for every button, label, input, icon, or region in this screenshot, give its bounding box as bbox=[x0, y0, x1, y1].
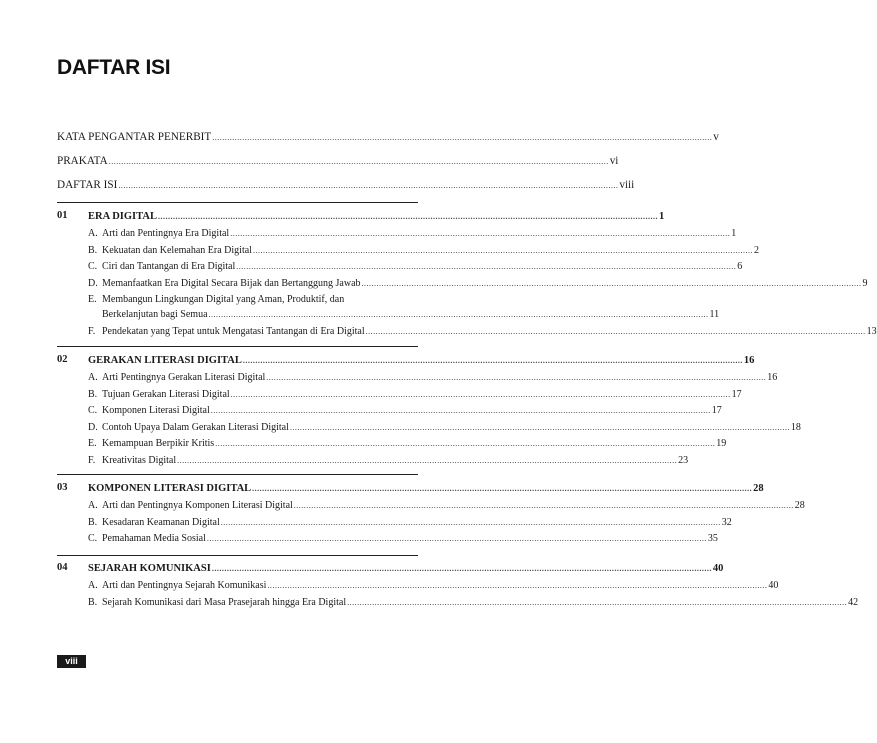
section-entry[interactable] bbox=[88, 454, 689, 467]
section-entry[interactable] bbox=[88, 532, 718, 545]
toc-entry-letter: A. bbox=[88, 228, 98, 239]
toc-entry-title: PRAKATA bbox=[57, 155, 108, 167]
section-entry[interactable] bbox=[88, 227, 737, 240]
page-title: DAFTAR ISI bbox=[57, 56, 171, 79]
toc-entry-title bbox=[88, 227, 229, 240]
toc-page-number: 35 bbox=[707, 533, 718, 544]
toc-entry-text: Kemampuan Berpikir Kritis bbox=[102, 438, 215, 449]
toc-page-number: viii bbox=[619, 179, 635, 191]
front-matter-entry[interactable] bbox=[57, 179, 635, 192]
toc-entry-title bbox=[88, 260, 235, 273]
toc-entry-title bbox=[88, 404, 210, 417]
toc-page-number: 42 bbox=[848, 596, 859, 608]
dot-leader: ........................................................................................................................................................................................................ bbox=[230, 389, 731, 399]
dot-leader: ........................................................................................................................................................................................................ bbox=[208, 310, 709, 319]
toc-page-number: 1 bbox=[658, 211, 665, 222]
toc-page-number: v bbox=[713, 131, 719, 143]
dot-leader: ........................................................................................................................................................................................................ bbox=[289, 422, 790, 432]
dot-leader: ........................................................................................................................................................................................................ bbox=[211, 564, 712, 573]
toc-entry-text: Kesadaran Keamanan Digital bbox=[102, 516, 220, 528]
section-entry[interactable] bbox=[88, 325, 877, 338]
toc-entry-text: Kekuatan dan Kelemahan Era Digital bbox=[102, 244, 252, 256]
dot-leader: ........................................................................................................................................................................................................ bbox=[267, 581, 768, 590]
toc-entry-letter: A. bbox=[88, 580, 98, 591]
toc-entry-title bbox=[88, 388, 230, 401]
toc-page-number: 28 bbox=[794, 500, 805, 511]
toc-entry-title bbox=[88, 325, 365, 338]
toc-entry-title: KATA PENGANTAR PENERBIT bbox=[57, 131, 212, 143]
section-divider bbox=[57, 474, 418, 475]
toc-entry-title bbox=[88, 454, 176, 467]
dot-leader: ........................................................................................................................................................................................................ bbox=[177, 455, 678, 465]
section-entry[interactable] bbox=[88, 499, 805, 512]
section-entry[interactable] bbox=[88, 516, 732, 529]
toc-entry-letter: D. bbox=[88, 277, 98, 289]
chapter-number: 04 bbox=[57, 562, 68, 573]
toc-entry-letter: D. bbox=[88, 421, 98, 433]
section-entry[interactable] bbox=[88, 371, 778, 384]
section-entry[interactable] bbox=[88, 421, 801, 434]
dot-leader: ........................................................................................................................................................................................................ bbox=[108, 157, 609, 166]
chapter-entry[interactable] bbox=[88, 354, 755, 367]
toc-entry-text: Ciri dan Tantangan di Era Digital bbox=[102, 261, 236, 272]
toc-entry-text: Sejarah Komunikasi dari Masa Prasejarah hingga Era Digital bbox=[102, 596, 347, 608]
section-entry[interactable] bbox=[88, 579, 779, 592]
toc-entry-title: GERAKAN LITERASI DIGITAL bbox=[88, 355, 242, 366]
toc-entry-title bbox=[88, 499, 293, 512]
dot-leader: ........................................................................................................................................................................................................ bbox=[252, 484, 753, 493]
toc-entry-title: KOMPONEN LITERASI DIGITAL bbox=[88, 483, 252, 494]
toc-page-number: 2 bbox=[753, 244, 759, 256]
front-matter-entry[interactable] bbox=[57, 155, 619, 168]
dot-leader: ........................................................................................................................................................................................................ bbox=[118, 181, 619, 190]
toc-page-number: 23 bbox=[678, 454, 689, 466]
section-entry[interactable] bbox=[88, 388, 742, 401]
section-entry[interactable] bbox=[88, 293, 418, 306]
toc-page-number: 19 bbox=[716, 438, 727, 449]
section-entry[interactable] bbox=[88, 260, 743, 273]
section-entry[interactable] bbox=[88, 277, 868, 290]
chapter-entry[interactable] bbox=[88, 210, 665, 223]
toc-entry-text: Arti dan Pentingnya Era Digital bbox=[102, 228, 230, 239]
section-divider bbox=[57, 346, 418, 347]
toc-entry-letter: F. bbox=[88, 326, 96, 337]
toc-entry-letter: C. bbox=[88, 261, 98, 272]
section-divider bbox=[57, 202, 418, 203]
dot-leader: ........................................................................................................................................................................................................ bbox=[212, 133, 713, 142]
toc-entry-letter: B. bbox=[88, 388, 98, 400]
section-entry[interactable] bbox=[88, 404, 722, 417]
toc-entry-letter: B. bbox=[88, 516, 98, 528]
chapter-number: 01 bbox=[57, 210, 68, 221]
dot-leader: ........................................................................................................................................................................................................ bbox=[236, 262, 737, 271]
toc-entry-title bbox=[88, 579, 266, 592]
toc-page-number: vi bbox=[609, 155, 619, 167]
toc-page-number: 17 bbox=[711, 405, 722, 416]
section-entry[interactable] bbox=[88, 244, 759, 257]
toc-entry-text: Pendekatan yang Tepat untuk Mengatasi Tantangan di Era Digital bbox=[102, 326, 365, 337]
toc-entry-letter: B. bbox=[88, 244, 98, 256]
dot-leader: ........................................................................................................................................................................................................ bbox=[293, 501, 794, 510]
chapter-entry[interactable] bbox=[88, 482, 764, 495]
toc-page-number: 28 bbox=[753, 483, 764, 494]
toc-entry-text: Membangun Lingkungan Digital yang Aman, Produktif, dan bbox=[102, 294, 345, 305]
toc-entry-letter: C. bbox=[88, 405, 98, 416]
toc-page-number: 32 bbox=[721, 516, 732, 528]
toc-page-number: 17 bbox=[731, 388, 742, 400]
dot-leader: ........................................................................................................................................................................................................ bbox=[215, 439, 716, 448]
toc-entry-title bbox=[88, 371, 265, 384]
toc-entry-title bbox=[88, 596, 346, 609]
toc-entry-letter: A. bbox=[88, 500, 98, 511]
toc-entry-text: Kreativitas Digital bbox=[102, 454, 177, 466]
toc-page-number: 11 bbox=[709, 309, 720, 320]
dot-leader: ........................................................................................................................................................................................................ bbox=[266, 373, 767, 382]
toc-entry-text: Tujuan Gerakan Literasi Digital bbox=[102, 388, 230, 400]
toc-entry-title bbox=[88, 437, 214, 450]
toc-page-number: 6 bbox=[737, 261, 743, 272]
toc-entry-text: Arti dan Pentingnya Komponen Literasi Digital bbox=[102, 500, 293, 511]
toc-entry-text: Contoh Upaya Dalam Gerakan Literasi Digital bbox=[102, 421, 289, 433]
toc-entry-text: Berkelanjutan bagi Semua bbox=[102, 309, 208, 320]
toc-page-number: 16 bbox=[743, 355, 755, 366]
toc-entry-letter: E. bbox=[88, 294, 97, 305]
dot-leader: ........................................................................................................................................................................................................ bbox=[230, 229, 731, 238]
chapter-number: 02 bbox=[57, 354, 68, 365]
chapter-entry[interactable] bbox=[88, 562, 724, 575]
toc-entry-text: Pemahaman Media Sosial bbox=[102, 533, 206, 544]
toc-entry-title: DAFTAR ISI bbox=[57, 179, 118, 191]
front-matter-entry[interactable] bbox=[57, 131, 719, 144]
section-divider bbox=[57, 555, 418, 556]
toc-entry-title bbox=[88, 516, 220, 529]
toc-page-number: 40 bbox=[768, 580, 779, 591]
toc-page-number: 1 bbox=[731, 228, 737, 239]
toc-entry-text: Arti dan Pentingnya Sejarah Komunikasi bbox=[102, 580, 267, 591]
page-number-badge: viii bbox=[57, 655, 86, 668]
dot-leader: ........................................................................................................................................................................................................ bbox=[210, 406, 711, 415]
dot-leader: ........................................................................................................................................................................................................ bbox=[365, 327, 866, 336]
toc-page-number: 40 bbox=[712, 563, 724, 574]
toc-entry-title bbox=[88, 421, 289, 434]
toc-entry-text: Memanfaatkan Era Digital Secara Bijak dan Bertanggung Jawab bbox=[102, 277, 361, 289]
section-entry[interactable] bbox=[88, 437, 727, 450]
toc-entry-letter: F. bbox=[88, 454, 96, 466]
toc-entry-title bbox=[88, 293, 344, 306]
toc-entry-title bbox=[88, 532, 206, 545]
toc-entry-title bbox=[88, 244, 252, 257]
dot-leader: ........................................................................................................................................................................................................ bbox=[252, 245, 753, 255]
dot-leader: ........................................................................................................................................................................................................ bbox=[220, 517, 721, 527]
toc-entry-letter: E. bbox=[88, 438, 97, 449]
dot-leader: ........................................................................................................................................................................................................ bbox=[242, 356, 743, 365]
toc-entry-letter: B. bbox=[88, 596, 98, 608]
toc-page-number: 16 bbox=[767, 372, 778, 383]
dot-leader: ........................................................................................................................................................................................................ bbox=[206, 534, 707, 543]
toc-page-number: 9 bbox=[862, 277, 868, 289]
chapter-number: 03 bbox=[57, 482, 68, 493]
toc-entry-title: ERA DIGITAL bbox=[88, 211, 157, 222]
dot-leader: ........................................................................................................................................................................................................ bbox=[157, 212, 658, 221]
toc-entry-title bbox=[88, 277, 361, 290]
toc-entry-text: Komponen Literasi Digital bbox=[102, 405, 210, 416]
dot-leader: ........................................................................................................................................................................................................ bbox=[347, 597, 848, 607]
section-entry[interactable] bbox=[88, 596, 859, 609]
dot-leader: ........................................................................................................................................................................................................ bbox=[361, 278, 862, 288]
toc-entry-title: SEJARAH KOMUNIKASI bbox=[88, 563, 211, 574]
toc-page-number: 18 bbox=[790, 421, 801, 433]
toc-entry-letter: A. bbox=[88, 372, 98, 383]
section-entry-continuation[interactable] bbox=[102, 308, 720, 321]
toc-entry-letter: C. bbox=[88, 533, 98, 544]
toc-page-number: 13 bbox=[866, 326, 877, 337]
toc-entry-text: Arti Pentingnya Gerakan Literasi Digital bbox=[102, 372, 266, 383]
